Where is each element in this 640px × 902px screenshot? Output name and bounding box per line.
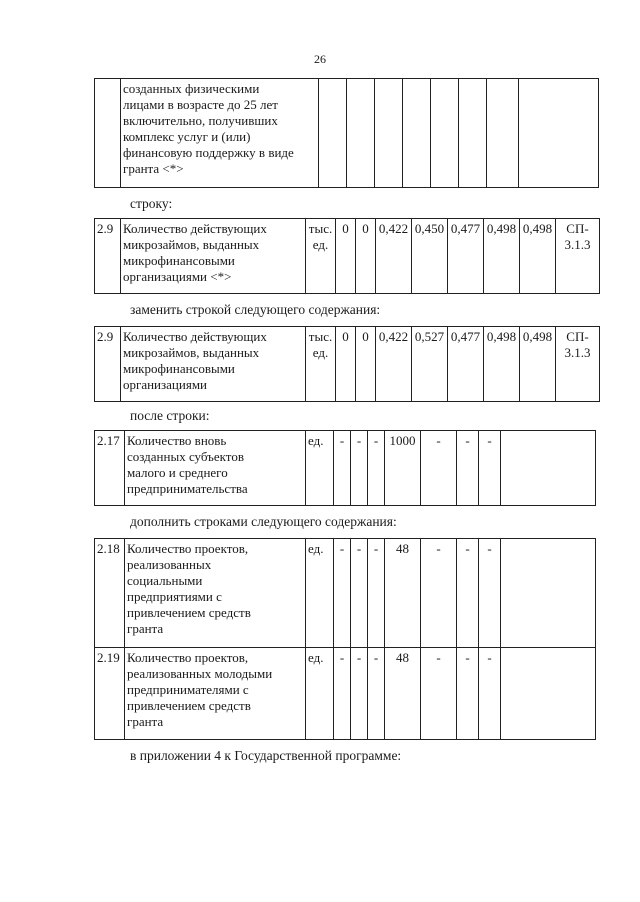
- code-line: СП-: [566, 329, 589, 344]
- code-line: 3.1.3: [564, 345, 591, 360]
- row-name: [125, 539, 306, 648]
- value-cell: -: [421, 648, 457, 740]
- page-number: 26: [314, 52, 326, 66]
- name-line: комплекс услуг и (или): [123, 129, 251, 144]
- cell-empty: [403, 79, 431, 188]
- name-line: реализованных молодыми: [127, 666, 273, 681]
- name-line: реализованных: [127, 557, 212, 572]
- code-line: 3.1.3: [564, 237, 591, 252]
- cell-empty: [519, 79, 599, 188]
- phrase-row: строку:: [130, 196, 173, 211]
- table-row-2-9-new: [94, 326, 600, 402]
- value-cell: 0,450: [412, 219, 448, 294]
- value-cell: -: [421, 539, 457, 648]
- row-number: 2.19: [95, 648, 125, 740]
- row-number: 2.18: [95, 539, 125, 648]
- name-line: организациями <*>: [123, 269, 232, 284]
- value-cell: -: [334, 431, 351, 506]
- name-line: финансовую поддержку в виде: [123, 145, 294, 160]
- name-line: гранта <*>: [123, 161, 184, 176]
- name-line: гранта: [127, 714, 164, 729]
- row-name: [125, 648, 306, 740]
- name-line: лицами в возрасте до 25 лет: [123, 97, 278, 112]
- value-cell: 0: [356, 327, 376, 402]
- row-unit: ед.: [306, 648, 334, 740]
- name-line: привлечением средств: [127, 605, 251, 620]
- cell-name: [121, 79, 319, 188]
- name-line: предприятиями с: [127, 589, 222, 604]
- name-line: Количество вновь: [127, 433, 227, 448]
- row-name: [121, 327, 306, 402]
- value-cell: 0: [336, 219, 356, 294]
- code-line: СП-: [566, 221, 589, 236]
- name-line: микрофинансовыми: [123, 253, 235, 268]
- row-name: [125, 431, 306, 506]
- name-line: микрозаймов, выданных: [123, 345, 260, 360]
- unit-line: ед.: [312, 345, 329, 360]
- cell-empty: [459, 79, 487, 188]
- row-unit: ед.: [306, 539, 334, 648]
- value-cell: 48: [385, 539, 421, 648]
- row-number: 2.9: [95, 327, 121, 402]
- value-cell: -: [368, 431, 385, 506]
- row-name: [121, 219, 306, 294]
- name-line: Количество проектов,: [127, 541, 249, 556]
- value-cell: -: [421, 431, 457, 506]
- value-cell: -: [368, 648, 385, 740]
- table-continuation: [94, 78, 599, 188]
- name-line: социальными: [127, 573, 203, 588]
- cell-empty: [375, 79, 403, 188]
- table-row-2-9-old: [94, 218, 600, 294]
- name-line: Количество действующих: [123, 329, 267, 344]
- name-line: Количество действующих: [123, 221, 267, 236]
- value-cell: -: [479, 539, 501, 648]
- row-number: 2.9: [95, 219, 121, 294]
- value-cell: 0,422: [376, 327, 412, 402]
- value-cell: 0,477: [448, 327, 484, 402]
- name-line: Количество проектов,: [127, 650, 249, 665]
- phrase-replace: заменить строкой следующего содержания:: [130, 302, 381, 317]
- phrase-appendix: в приложении 4 к Государственной программе:: [130, 748, 402, 763]
- row-unit: ед.: [306, 431, 334, 506]
- cell-num: [95, 79, 121, 188]
- cell-empty: [487, 79, 519, 188]
- value-cell: -: [351, 431, 368, 506]
- unit-line: тыс.: [308, 221, 333, 236]
- value-cell: -: [351, 648, 368, 740]
- unit-line: тыс.: [308, 329, 333, 344]
- value-cell: 0,498: [520, 327, 556, 402]
- cell-empty: [431, 79, 459, 188]
- value-cell: 0,498: [520, 219, 556, 294]
- cell-empty: [501, 431, 596, 506]
- value-cell: 1000: [385, 431, 421, 506]
- value-cell: -: [334, 648, 351, 740]
- cell-empty: [501, 648, 596, 740]
- row-code: [556, 219, 600, 294]
- table-row-2-17: [94, 430, 596, 506]
- value-cell: 0,422: [376, 219, 412, 294]
- cell-empty: [319, 79, 347, 188]
- name-line: организациями: [123, 377, 207, 392]
- value-cell: 0: [356, 219, 376, 294]
- value-cell: -: [479, 648, 501, 740]
- cell-empty: [347, 79, 375, 188]
- name-line: предпринимательства: [127, 481, 248, 496]
- value-cell: 0,498: [484, 327, 520, 402]
- phrase-after: после строки:: [130, 408, 210, 423]
- value-cell: -: [368, 539, 385, 648]
- value-cell: 0,498: [484, 219, 520, 294]
- value-cell: -: [457, 648, 479, 740]
- value-cell: -: [351, 539, 368, 648]
- cell-empty: [501, 539, 596, 648]
- name-line: предпринимателями с: [127, 682, 249, 697]
- value-cell: 0: [336, 327, 356, 402]
- value-cell: 0,477: [448, 219, 484, 294]
- value-cell: -: [457, 431, 479, 506]
- table-rows-2-18-2-19: [94, 538, 596, 740]
- value-cell: 0,527: [412, 327, 448, 402]
- name-line: привлечением средств: [127, 698, 251, 713]
- name-line: микрофинансовыми: [123, 361, 235, 376]
- value-cell: 48: [385, 648, 421, 740]
- value-cell: -: [457, 539, 479, 648]
- row-unit: [306, 219, 336, 294]
- name-line: созданных субъектов: [127, 449, 244, 464]
- name-line: гранта: [127, 621, 164, 636]
- name-line: микрозаймов, выданных: [123, 237, 260, 252]
- unit-line: ед.: [312, 237, 329, 252]
- name-line: созданных физическими: [123, 81, 260, 96]
- row-unit: [306, 327, 336, 402]
- name-line: малого и среднего: [127, 465, 228, 480]
- value-cell: -: [334, 539, 351, 648]
- value-cell: -: [479, 431, 501, 506]
- row-number: 2.17: [95, 431, 125, 506]
- row-code: [556, 327, 600, 402]
- name-line: включительно, получивших: [123, 113, 278, 128]
- phrase-add: дополнить строками следующего содержания:: [130, 514, 397, 529]
